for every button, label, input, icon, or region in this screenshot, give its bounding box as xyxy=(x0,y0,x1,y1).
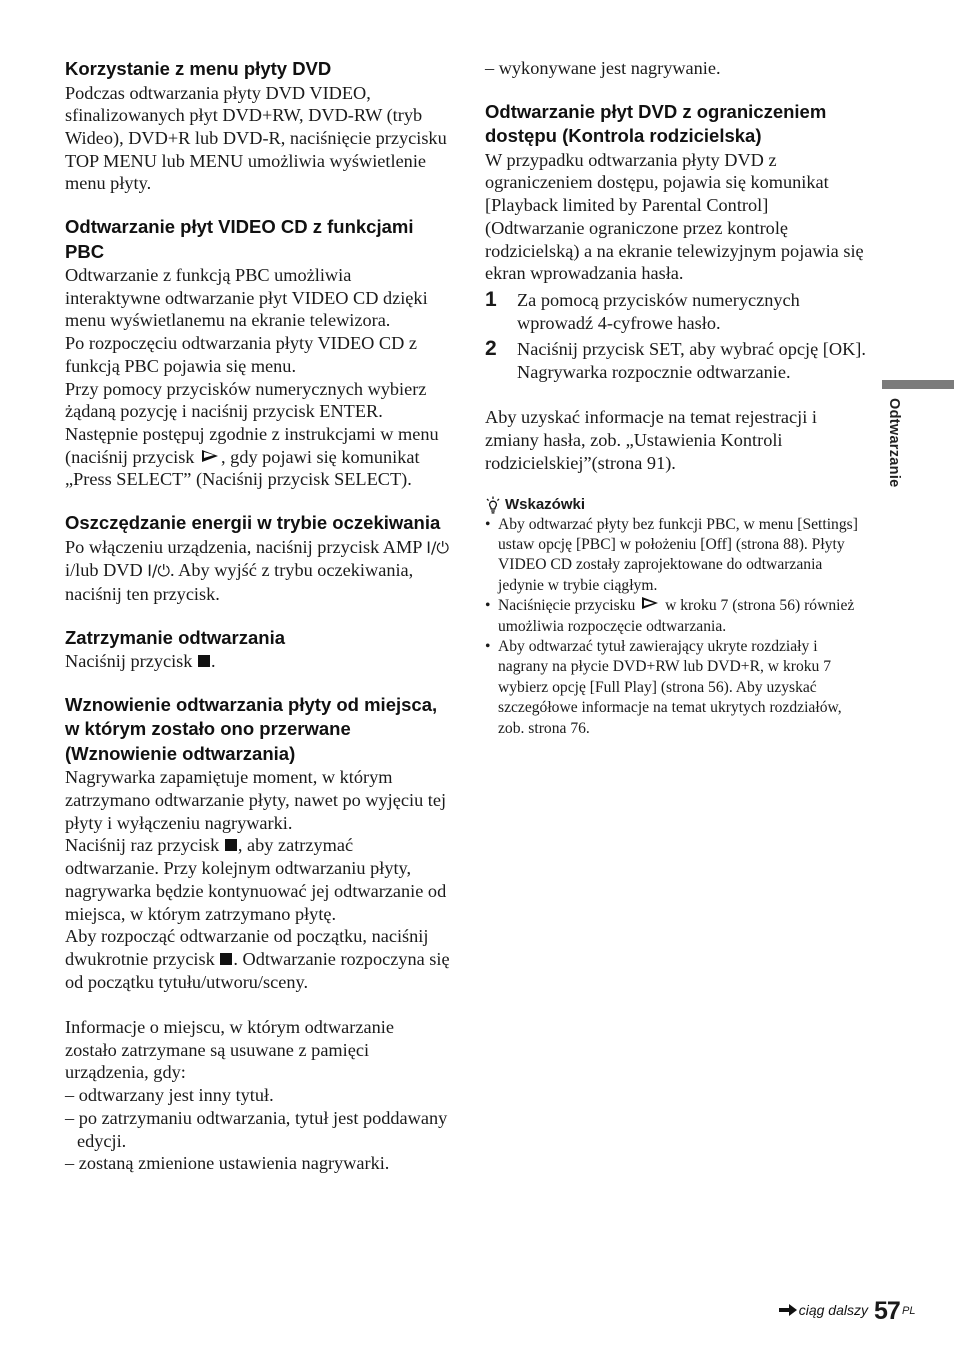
paragraph-resume-3 xyxy=(65,925,450,993)
paragraph-pbc-3 xyxy=(65,378,450,492)
paragraph-resume-2 xyxy=(65,834,450,925)
stop-text: Naciśnij przycisk xyxy=(65,651,193,672)
section-standby xyxy=(65,511,450,606)
power-icon: I/⏻ xyxy=(426,537,450,557)
list-item: – po zatrzymaniu odtwarzania, tytuł jest poddawany edycji. xyxy=(65,1107,448,1151)
step-number: 2 xyxy=(485,337,497,361)
tip-2b: w kroku 7 (strona 56) również umożliwia rozpoczęcie odtwarzania. xyxy=(498,597,855,635)
heading-pbc: Odtwarzanie płyt VIDEO CD z funkcjami PBC xyxy=(65,216,414,262)
resume-3b: . Odtwarzanie rozpoczyna się od początku tytułu/utworu/sceny. xyxy=(65,948,450,992)
list-item: – odtwarzany jest inny tytuł. xyxy=(65,1085,274,1106)
standby-t1: Po włączeniu urządzenia, naciśnij przycisk AMP xyxy=(65,536,422,557)
step-text: Naciśnij przycisk SET, aby wybrać opcję [OK]. xyxy=(517,339,866,360)
continued-text: ciąg dalszy xyxy=(798,1302,868,1318)
heading-stop: Zatrzymanie odtwarzania xyxy=(65,626,286,648)
standby-t2: i/lub DVD xyxy=(65,560,143,581)
section-resume xyxy=(65,693,450,1175)
right-column xyxy=(485,57,870,739)
paragraph-parental-info: Aby uzyskać informacje na temat rejestracji i zmiany hasła, zob. „Ustawienia Kontroli rodzicielskiej”(strona 91). xyxy=(485,407,817,473)
heading-resume: Wznowienie odtwarzania płyty od miejsca, w którym zostało ono przerwane (Wznowienie odtwarzania) xyxy=(65,693,438,764)
paragraph-stop xyxy=(65,650,450,673)
paragraph-resume-1: Nagrywarka zapamiętuje moment, w którym zatrzymano odtwarzanie płyty, nawet po wyjęciu tej płyty i wyłączeniu nagrywarki. xyxy=(65,767,447,833)
tips-heading: Wskazówki xyxy=(505,495,586,513)
stop-icon xyxy=(220,953,232,965)
step-text: Za pomocą przycisków numerycznych wprowadź 4-cyfrowe hasło. xyxy=(517,289,800,333)
standby-t3: . Aby wyjść z trybu oczekiwania, naciśnij ten przycisk. xyxy=(65,560,414,604)
heading-parental: Odtwarzanie płyt DVD z ograniczeniem dostępu (Kontrola rodzicielska) xyxy=(485,100,827,147)
resume-3a: Aby rozpocząć odtwarzanie od początku, naciśnij dwukrotnie przycisk xyxy=(65,926,429,969)
play-icon xyxy=(202,450,218,462)
paragraph-resume-4: Informacje o miejscu, w którym odtwarzanie zostało zatrzymane są usuwane z pamięci urządzenia, gdy: xyxy=(65,1017,394,1083)
tips-header xyxy=(485,495,870,515)
step-1 xyxy=(485,289,870,334)
resume-2b: , aby zatrzymać odtwarzanie. Przy kolejnym odtwarzaniu płyty, nagrywarka będzie kontynuować jej odtwarzanie od miejsca, w którym zatrzymano płytę. xyxy=(65,835,447,924)
tip-item: • Aby odtwarzać płyty bez funkcji PBC, w menu [Settings] ustaw opcję [PBC] w położeniu [Off] (strona 88). Płyty VIDEO CD zostały zaprojektowane do odtwarzania jedynie w trybie ciągłym. xyxy=(485,515,870,597)
paragraph-pbc-1: Odtwarzanie z funkcją PBC umożliwia interaktywne odtwarzanie płyt VIDEO CD dzięki menu wyświetlanemu na ekranie telewizora. xyxy=(65,265,428,331)
resume-2a: Naciśnij raz przycisk xyxy=(65,835,220,856)
step-number: 1 xyxy=(485,287,497,311)
tip-item xyxy=(485,596,870,637)
left-column xyxy=(65,57,450,1195)
step-note: Nagrywarka rozpocznie odtwarzanie. xyxy=(517,362,791,383)
page-number: 57 xyxy=(874,1297,900,1325)
paragraph-parental: W przypadku odtwarzania płyty DVD z ograniczeniem dostępu, pojawia się komunikat [Playback limited by Parental Control] (Odtwarzanie ograniczone przez kontrolę rodzicielską) a na ekranie telewizyjnym pojawia się ekran wprowadzania hasła. xyxy=(485,149,864,284)
section-parental xyxy=(485,100,870,475)
list-item: – zostaną zmienione ustawienia nagrywarki. xyxy=(65,1153,390,1174)
continued-note xyxy=(779,1302,868,1318)
section-tab-label: Odtwarzanie xyxy=(886,398,902,488)
list-item: – wykonywane jest nagrywanie. xyxy=(485,58,721,78)
pbc-3a: Przy pomocy przycisków numerycznych wybierz żądaną pozycję i naciśnij przycisk ENTER. Następnie postępuj zgodnie z instrukcjami w menu (naciśnij przycisk xyxy=(65,378,439,467)
step-2 xyxy=(485,338,870,383)
paragraph-standby xyxy=(65,536,450,606)
tip-item: • Aby odtwarzać tytuł zawierający ukryte rozdziały i nagrany na płycie DVD+RW lub DVD+R, w kroku 7 wybierz opcję [Full Play] (strona 56). Aby uzyskać szczegółowe informacje na temat ukrytych rozdziałów, zob. strona 76. xyxy=(485,637,870,739)
tip-2a: Naciśnięcie przycisku xyxy=(498,597,636,615)
play-icon xyxy=(642,597,658,609)
section-stop xyxy=(65,626,450,673)
tips-list xyxy=(485,515,870,739)
heading-standby: Oszczędzanie energii w trybie oczekiwania xyxy=(65,512,441,534)
paragraph-pbc-2: Po rozpoczęciu odtwarzania płyty VIDEO CD z funkcją PBC pojawia się menu. xyxy=(65,333,417,376)
heading-disc-menu: Korzystanie z menu płyty DVD xyxy=(65,58,332,79)
pbc-3b: , gdy pojawi się komunikat „Press SELECT” (Naciśnij przycisk SELECT). xyxy=(65,446,420,490)
section-tab-bar xyxy=(882,380,954,389)
power-icon: I/⏻ xyxy=(147,561,171,581)
section-disc-menu xyxy=(65,57,450,195)
lightbulb-icon xyxy=(485,496,501,514)
stop-icon xyxy=(225,839,237,851)
stop-tail: . xyxy=(211,651,216,672)
paragraph-disc-menu: Podczas odtwarzania płyty DVD VIDEO, sfinalizowanych płyt DVD+RW, DVD-RW (tryb Wideo), DVD+R lub DVD-R, naciśnięcie przycisku TOP MENU lub MENU umożliwia wyświetlenie menu płyty. xyxy=(65,82,447,194)
stop-icon xyxy=(198,655,210,667)
page-language: PL xyxy=(902,1305,916,1317)
arrow-right-icon xyxy=(779,1304,797,1316)
section-pbc xyxy=(65,215,450,491)
